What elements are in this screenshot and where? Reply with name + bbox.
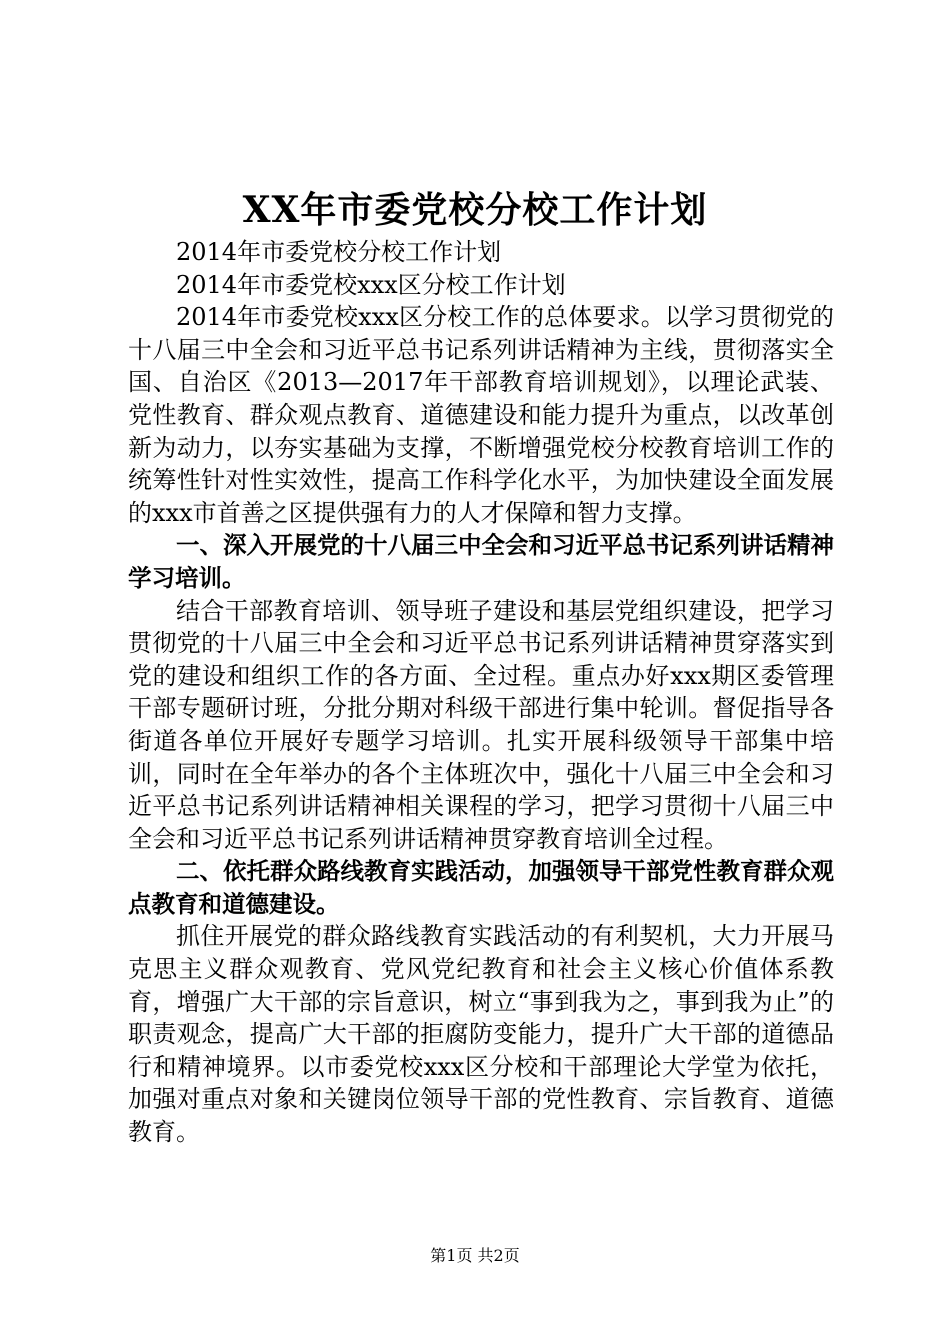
document-title: XX年市委党校分校工作计划: [242, 189, 708, 231]
document-body: [128, 236, 834, 1149]
section-heading: 一、深入开展党的十八届三中全会和习近平总书记系列讲话精神学习培训。: [128, 531, 834, 592]
body-paragraph: 结合干部教育培训、领导班子建设和基层党组织建设，把学习贯彻党的十八届三中全会和习近平总书记系列讲话精神贯穿落实到党的建设和组织工作的各方面、全过程。重点办好xxx期区委管理干部专题研讨班，分批分期对科级干部进行集中轮训。督促指导各街道各单位开展好专题学习培训。扎实开展科级领导干部集中培训，同时在全年举办的各个主体班次中，强化十八届三中全会和习近平总书记系列讲话精神相关课程的学习，把学习贯彻十八届三中全会和习近平总书记系列讲话精神贯穿教育培训全过程。: [128, 596, 834, 853]
section-heading: 二、依托群众路线教育实践活动，加强领导干部党性教育群众观点教育和道德建设。: [128, 857, 834, 918]
subtitle-line: 2014年市委党校分校工作计划: [176, 238, 502, 266]
body-paragraph: 2014年市委党校xxx区分校工作的总体要求。以学习贯彻党的十八届三中全会和习近平总书记系列讲话精神为主线，贯彻落实全国、自治区《2013—2017年干部教育培训规划》，以理论武装、党性教育、群众观点教育、道德建设和能力提升为重点，以改革创新为动力，以夯实基础为支撑，不断增强党校分校教育培训工作的统筹性针对性实效性，提高工作科学化水平，为加快建设全面发展的xxx市首善之区提供强有力的人才保障和智力支撑。: [128, 303, 834, 527]
page-footer: 第1页 共2页: [430, 1246, 520, 1265]
subtitle-line: 2014年市委党校xxx区分校工作计划: [176, 270, 566, 299]
body-paragraph: 抓住开展党的群众路线教育实践活动的有利契机，大力开展马克思主义群众观教育、党风党纪教育和社会主义核心价值体系教育，增强广大干部的宗旨意识，树立“事到我为之，事到我为止”的职责观念，提高广大干部的拒腐防变能力，提升广大干部的道德品行和精神境界。以市委党校xxx区分校和干部理论大学堂为依托，加强对重点对象和关键岗位领导干部的党性教育、宗旨教育、道德教育。: [128, 922, 834, 1147]
